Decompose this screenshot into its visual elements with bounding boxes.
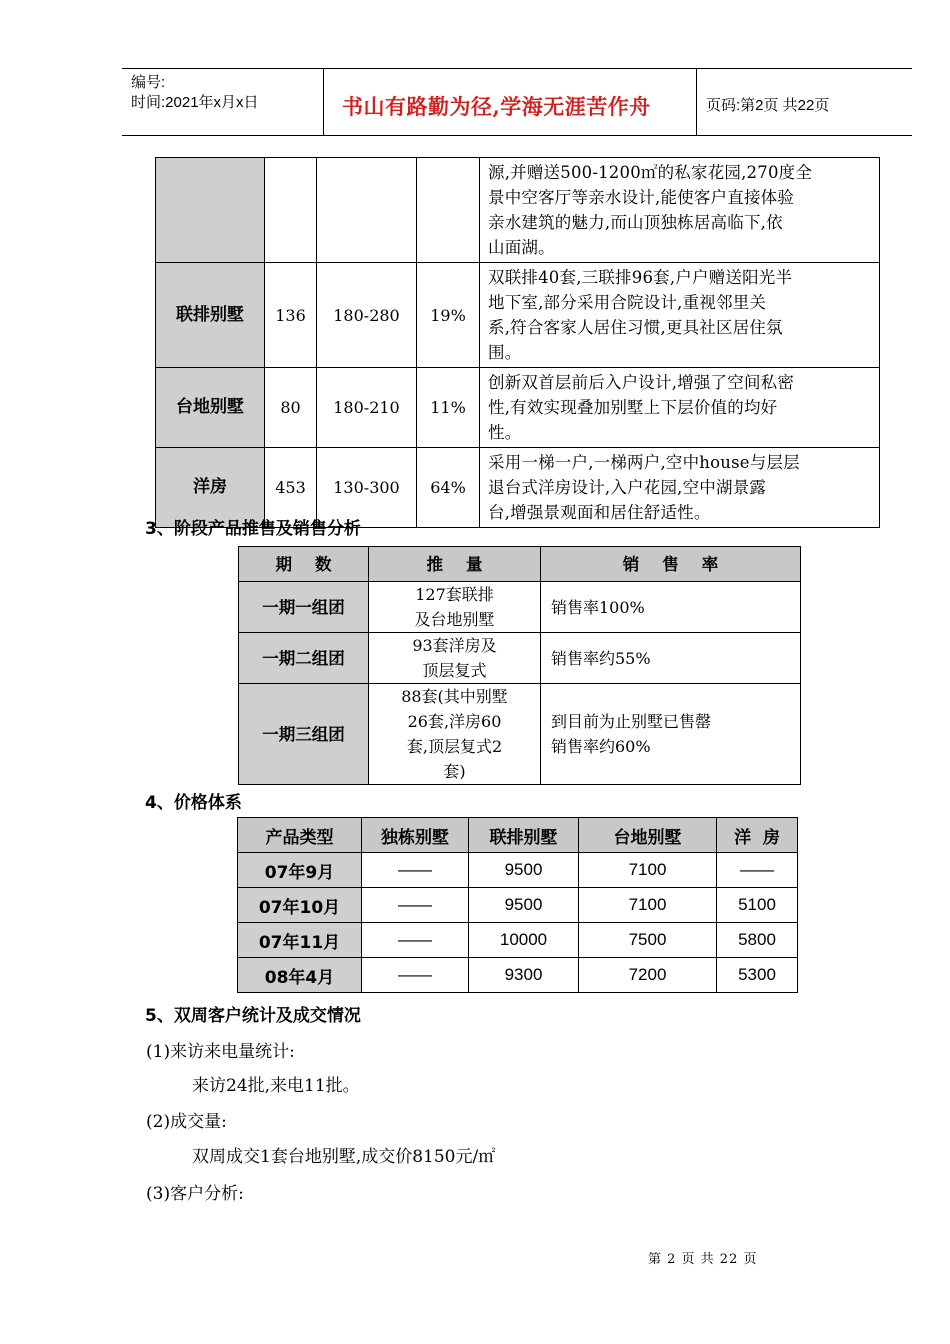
item-1-label: (1)来访来电量统计: <box>146 1042 295 1062</box>
table-row <box>239 633 801 684</box>
header-bottom-rule <box>122 135 912 136</box>
price-table <box>237 817 798 993</box>
description-cell: 双联排40套,三联排96套,户户赠送阳光半 地下室,部分采用合院设计,重视邻里关 系,符合客家人居住习惯,更具社区居住氛 围。 <box>480 263 880 368</box>
description-cell: 采用一梯一户,一梯两户,空中house与层层 退台式洋房设计,入户花园,空中湖景露 台,增强景观面和居住舒适性。 <box>480 448 880 528</box>
table-header-row <box>238 818 798 853</box>
column-header: 期 数 <box>239 547 369 582</box>
period-cell: 07年10月 <box>238 888 362 923</box>
section-4-title: 4、价格体系 <box>145 793 242 813</box>
price-cell: 7500 <box>579 923 717 958</box>
price-cell: 9500 <box>469 853 579 888</box>
header-motto: 书山有路勤为径,学海无涯苦作舟 <box>342 94 651 119</box>
price-cell: 10000 <box>469 923 579 958</box>
column-header: 推 量 <box>369 547 541 582</box>
price-cell: 7100 <box>579 853 717 888</box>
page-footer: 第 2 页 共 22 页 <box>648 1252 758 1267</box>
quantity-cell: 127套联排 及台地别墅 <box>369 582 541 633</box>
sales-table <box>238 546 801 785</box>
table-header-row <box>239 547 801 582</box>
rate-cell: 销售率约55% <box>541 633 801 684</box>
rate-cell: 销售率100% <box>541 582 801 633</box>
column-header: 产品类型 <box>238 818 362 853</box>
area-cell: 180-210 <box>317 368 417 448</box>
units-cell <box>265 158 317 263</box>
group-cell: 一期一组团 <box>239 582 369 633</box>
table-row <box>156 263 880 368</box>
product-table <box>155 157 880 528</box>
price-cell: 9300 <box>469 958 579 993</box>
units-cell: 453 <box>265 448 317 528</box>
doc-time-label: 时间:2021年x月x日 <box>131 94 259 111</box>
ratio-cell: 64% <box>417 448 480 528</box>
price-cell: 5800 <box>717 923 798 958</box>
product-type-cell: 台地别墅 <box>156 368 265 448</box>
header-divider-right <box>696 68 697 136</box>
ratio-cell: 19% <box>417 263 480 368</box>
column-header: 销 售 率 <box>541 547 801 582</box>
period-cell: 08年4月 <box>238 958 362 993</box>
rate-cell: 到目前为止别墅已售罄 销售率约60% <box>541 684 801 785</box>
table-row <box>156 158 880 263</box>
price-cell: —— <box>362 853 469 888</box>
price-cell: 7100 <box>579 888 717 923</box>
table-row <box>238 853 798 888</box>
column-header: 台地别墅 <box>579 818 717 853</box>
item-2-text: 双周成交1套台地别墅,成交价8150元/㎡ <box>192 1147 496 1167</box>
units-cell: 136 <box>265 263 317 368</box>
group-cell: 一期二组团 <box>239 633 369 684</box>
table-row <box>239 684 801 785</box>
area-cell <box>317 158 417 263</box>
product-type-cell <box>156 158 265 263</box>
price-cell: 5100 <box>717 888 798 923</box>
quantity-cell: 88套(其中别墅 26套,洋房60 套,顶层复式2 套) <box>369 684 541 785</box>
table-row <box>238 888 798 923</box>
price-cell: 9500 <box>469 888 579 923</box>
table-row <box>156 368 880 448</box>
ratio-cell <box>417 158 480 263</box>
column-header: 洋 房 <box>717 818 798 853</box>
table-row <box>239 582 801 633</box>
table-row <box>238 923 798 958</box>
product-type-cell: 洋房 <box>156 448 265 528</box>
description-cell: 源,并赠送500-1200㎡的私家花园,270度全 景中空客厅等亲水设计,能使客户直接体验 亲水建筑的魅力,而山顶独栋居高临下,依 山面湖。 <box>480 158 880 263</box>
item-1-text: 来访24批,来电11批。 <box>192 1076 360 1096</box>
price-cell: —— <box>362 958 469 993</box>
header-divider-left <box>323 68 324 136</box>
page-number-label: 页码:第2页 共22页 <box>706 97 830 114</box>
period-cell: 07年9月 <box>238 853 362 888</box>
price-cell: —— <box>717 853 798 888</box>
item-2-label: (2)成交量: <box>146 1112 227 1132</box>
column-header: 联排别墅 <box>469 818 579 853</box>
price-cell: —— <box>362 888 469 923</box>
header-top-rule <box>122 68 912 69</box>
area-cell: 130-300 <box>317 448 417 528</box>
units-cell: 80 <box>265 368 317 448</box>
section-3-title: 3、阶段产品推售及销售分析 <box>145 519 361 539</box>
doc-number-label: 编号: <box>131 74 166 91</box>
product-type-cell: 联排别墅 <box>156 263 265 368</box>
period-cell: 07年11月 <box>238 923 362 958</box>
table-row <box>238 958 798 993</box>
quantity-cell: 93套洋房及 顶层复式 <box>369 633 541 684</box>
price-cell: 5300 <box>717 958 798 993</box>
section-5-title: 5、双周客户统计及成交情况 <box>145 1006 361 1026</box>
column-header: 独栋别墅 <box>362 818 469 853</box>
price-cell: 7200 <box>579 958 717 993</box>
item-3-label: (3)客户分析: <box>146 1184 244 1204</box>
group-cell: 一期三组团 <box>239 684 369 785</box>
price-cell: —— <box>362 923 469 958</box>
description-cell: 创新双首层前后入户设计,增强了空间私密 性,有效实现叠加别墅上下层价值的均好 性。 <box>480 368 880 448</box>
area-cell: 180-280 <box>317 263 417 368</box>
ratio-cell: 11% <box>417 368 480 448</box>
